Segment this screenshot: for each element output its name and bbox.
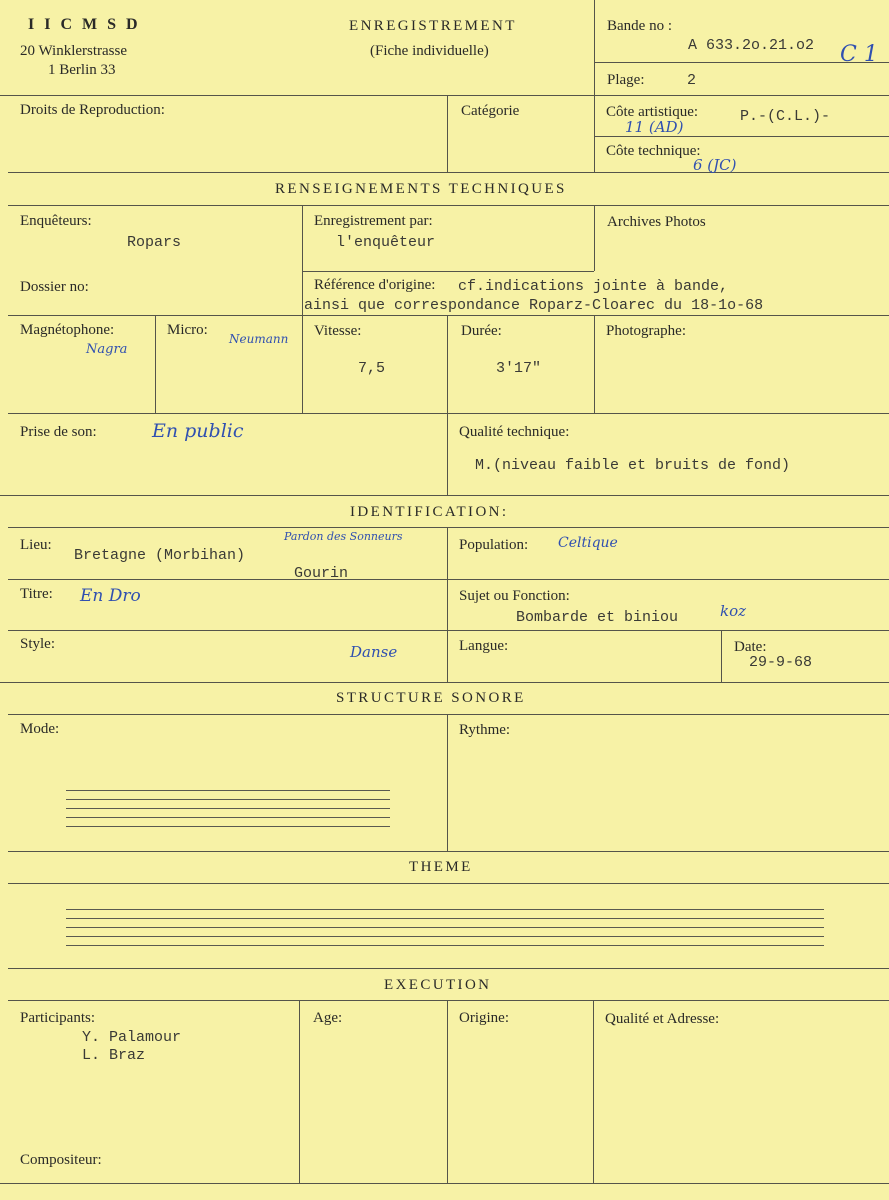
mode-staff-line <box>66 808 390 809</box>
section-theme: THEME <box>409 859 473 875</box>
rule-style-top <box>8 630 889 631</box>
rule-v-header-right <box>594 0 595 172</box>
rule-v-duree <box>447 315 448 413</box>
sujet-label: Sujet ou Fonction: <box>459 588 570 604</box>
prise-de-son-handwritten: En public <box>152 420 244 442</box>
rule-section-exec-bottom <box>8 1000 889 1001</box>
section-execution: EXECUTION <box>384 977 492 993</box>
lieu-handwritten: Pardon des Sonneurs <box>284 530 403 543</box>
mode-staff-line <box>66 817 390 818</box>
rule-section-ident-top <box>0 495 889 496</box>
mode-staff-line <box>66 790 390 791</box>
rule-magneto-top <box>8 315 889 316</box>
age-label: Age: <box>313 1010 343 1026</box>
rule-header-bottom <box>0 95 889 96</box>
org-city: 1 Berlin 33 <box>48 62 116 78</box>
rule-v-micro <box>155 315 156 413</box>
rule-section-tech-bottom <box>8 205 889 206</box>
micro-label: Micro: <box>167 322 208 338</box>
reference-label: Référence d'origine: <box>314 277 436 293</box>
sujet-value: Bombarde et biniou <box>516 609 679 626</box>
theme-staff-line <box>66 936 824 937</box>
form-subtitle: (Fiche individuelle) <box>370 43 489 59</box>
rule-v-date <box>721 630 722 682</box>
lieu-label: Lieu: <box>20 537 52 553</box>
rule-v-photographe <box>594 315 595 413</box>
org-name: I I C M S D <box>28 16 141 33</box>
droits-label: Droits de Reproduction: <box>20 102 165 118</box>
rule-v-enreg <box>302 205 303 315</box>
vitesse-value: 7,5 <box>358 360 386 377</box>
date-value: 29-9-68 <box>749 654 813 671</box>
date-label: Date: <box>734 639 767 655</box>
magnetophone-handwritten: Nagra <box>86 342 128 357</box>
rule-prise-top <box>8 413 889 414</box>
duree-label: Durée: <box>461 323 502 339</box>
rule-section-ident-bottom <box>8 527 889 528</box>
bande-handwritten: C 1 <box>840 42 878 67</box>
rule-section-struct-top <box>0 682 889 683</box>
lieu-value-2: Gourin <box>294 565 349 582</box>
cote-technique-handwritten: 6 (JC) <box>693 156 737 174</box>
form-title: ENREGISTREMENT <box>349 18 517 34</box>
theme-staff-line <box>66 927 824 928</box>
rule-section-theme-top <box>8 851 889 852</box>
org-street: 20 Winklerstrasse <box>20 43 128 59</box>
rule-v-categorie <box>447 95 448 172</box>
lieu-value: Bretagne (Morbihan) <box>74 547 246 564</box>
section-renseignements-techniques: RENSEIGNEMENTS TECHNIQUES <box>275 181 567 197</box>
bande-label: Bande no : <box>607 18 672 34</box>
participants-label: Participants: <box>20 1010 95 1026</box>
rule-section-tech-top <box>8 172 889 173</box>
participant-name: Y. Palamour <box>82 1029 182 1046</box>
cote-artistique-value: P.-(C.L.)- <box>740 108 831 125</box>
rule-cote-divider <box>594 136 889 137</box>
sujet-handwritten: koz <box>720 602 747 620</box>
rule-titre-top <box>8 579 889 580</box>
rule-v-adresse <box>593 1000 594 1183</box>
theme-staff-line <box>66 909 824 910</box>
duree-value: 3'17" <box>496 360 542 377</box>
rule-v-ident <box>447 527 448 682</box>
style-handwritten: Danse <box>350 643 398 661</box>
vitesse-label: Vitesse: <box>314 323 362 339</box>
style-label: Style: <box>20 636 56 652</box>
rule-section-exec-top <box>8 968 889 969</box>
rule-v-archives <box>594 205 595 271</box>
rule-v-age <box>299 1000 300 1183</box>
participant-name: L. Braz <box>82 1047 146 1064</box>
reference-line-2: ainsi que correspondance Roparz-Cloarec du 18-1o-68 <box>304 297 764 314</box>
mode-staff-line <box>66 826 390 827</box>
mode-label: Mode: <box>20 721 60 737</box>
qualite-technique-label: Qualité technique: <box>459 424 570 440</box>
rule-section-theme-bottom <box>8 883 889 884</box>
section-identification: IDENTIFICATION: <box>350 504 509 520</box>
rule-v-origine <box>447 1000 448 1183</box>
micro-handwritten: Neumann <box>229 332 289 346</box>
population-handwritten: Celtique <box>558 535 618 551</box>
cote-artistique-handwritten: 11 (AD) <box>625 118 684 136</box>
rule-v-qualite <box>447 413 448 495</box>
rule-bottom <box>0 1183 889 1184</box>
population-label: Population: <box>459 537 529 553</box>
magnetophone-label: Magnétophone: <box>20 322 115 338</box>
archives-photos-label: Archives Photos <box>607 214 706 230</box>
plage-value: 2 <box>687 72 697 89</box>
enqueteurs-label: Enquêteurs: <box>20 213 92 229</box>
enqueteurs-value: Ropars <box>127 234 182 251</box>
theme-staff-line <box>66 918 824 919</box>
bande-value: A 633.2o.21.o2 <box>688 37 815 54</box>
rule-v-vitesse <box>302 315 303 413</box>
rule-reference-top <box>302 271 594 272</box>
section-structure-sonore: STRUCTURE SONORE <box>336 690 526 706</box>
compositeur-label: Compositeur: <box>20 1152 102 1168</box>
titre-label: Titre: <box>20 586 53 602</box>
enreg-par-label: Enregistrement par: <box>314 213 433 229</box>
rule-v-rythme <box>447 714 448 851</box>
cote-technique-label: Côte technique: <box>606 143 701 159</box>
categorie-label: Catégorie <box>461 103 520 119</box>
reference-line-1: cf.indications jointe à bande, <box>458 278 729 295</box>
qualite-adresse-label: Qualité et Adresse: <box>605 1011 720 1027</box>
cote-artistique-label: Côte artistique: <box>606 104 699 120</box>
photographe-label: Photographe: <box>606 323 686 339</box>
plage-label: Plage: <box>607 72 645 88</box>
langue-label: Langue: <box>459 638 509 654</box>
prise-de-son-label: Prise de son: <box>20 424 97 440</box>
dossier-label: Dossier no: <box>20 279 89 295</box>
origine-label: Origine: <box>459 1010 509 1026</box>
theme-staff-line <box>66 945 824 946</box>
rythme-label: Rythme: <box>459 722 511 738</box>
qualite-technique-value: M.(niveau faible et bruits de fond) <box>475 457 791 474</box>
rule-section-struct-bottom <box>8 714 889 715</box>
mode-staff-line <box>66 799 390 800</box>
titre-handwritten: En Dro <box>80 586 141 606</box>
enreg-par-value: l'enquêteur <box>336 234 436 251</box>
